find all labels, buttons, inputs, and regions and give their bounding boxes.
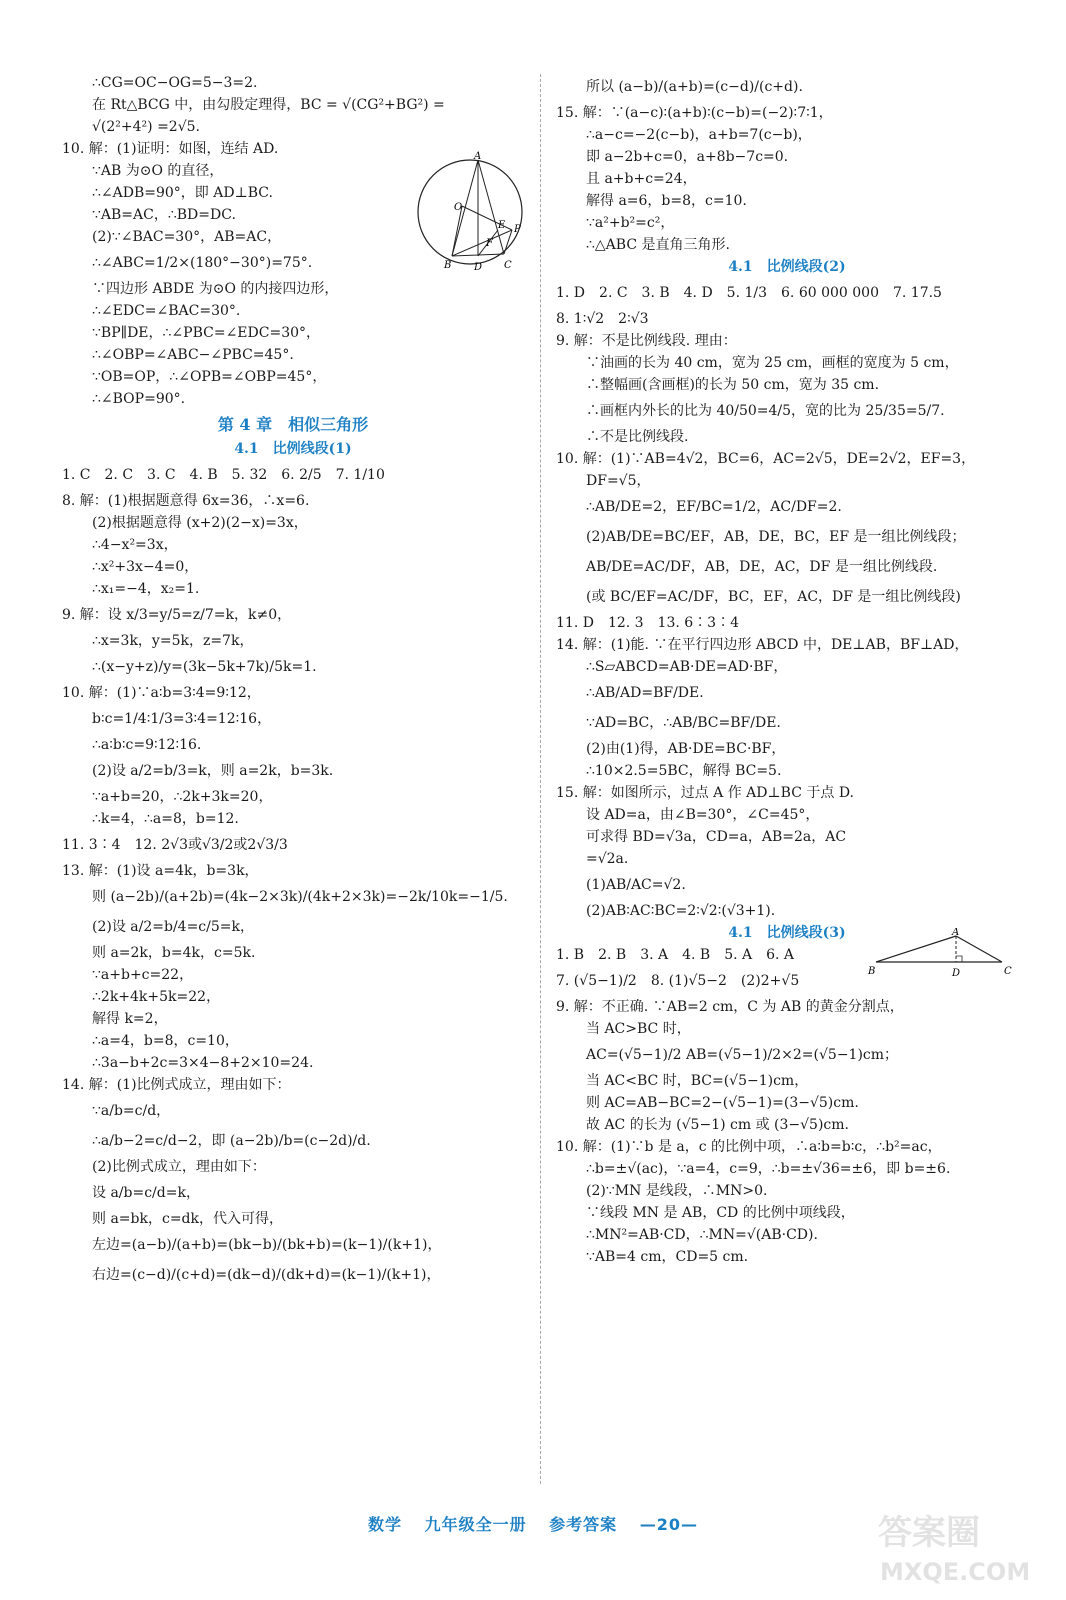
answer-line: ∴a∶b∶c=9∶12∶16. (92, 737, 202, 753)
watermark-bottom-text: MXQE.COM (880, 1558, 1031, 1586)
answer-line: (2)设 a/2=b/3=k，则 a=2k，b=3k. (92, 763, 334, 779)
answer-line: ∴k=4，∴a=8，b=12. (92, 811, 239, 827)
answers-7-8-line: 7. (√5−1)/2 8. (1)√5−2 (2)2+√5 (556, 973, 800, 989)
answer-line: b∶c=1/4∶1/3=3∶4=12∶16， (92, 711, 272, 727)
question-13-line: 13. 解：(1)设 a=4k，b=3k， (62, 863, 259, 879)
figure-label: O (454, 202, 463, 213)
answer-line: ∴MN²=AB·CD，∴MN=√(AB·CD). (586, 1227, 818, 1243)
answer-line: ∴10×2.5=5BC，解得 BC=5. (586, 763, 782, 779)
answer-line: ∴AB/AD=BF/DE. (586, 685, 704, 701)
answer-line: =√2a. (586, 851, 629, 867)
answer-line: ∴a/b−2=c/d−2，即 (a−2b)/b=(c−2d)/d. (92, 1133, 371, 1149)
section-heading: 4.1 比例线段(2) (728, 259, 846, 275)
answer-line: ∵a+b=20，∴2k+3k=20， (92, 789, 273, 805)
answer-line: 设 a/b=c/d=k， (92, 1185, 200, 1201)
figure-label: F (486, 238, 493, 249)
figure-label: E (498, 220, 506, 231)
answer-line: ∵AB=AC，∴BD=DC. (92, 207, 236, 223)
answer-line: 可求得 BD=√3a，CD=a，AB=2a，AC (586, 829, 847, 845)
answer-line: 则 (a−2b)/(a+2b)=(4k−2×3k)/(4k+2×3k)=−2k/10k=−1/5. (92, 889, 508, 905)
answer-line: (2)AB/DE=BC/EF，AB，DE，BC，EF 是一组比例线段； (586, 529, 966, 545)
question-10-line: 10. 解：(1)证明：如图，连结 AD. (62, 141, 279, 157)
answer-line: AC=(√5−1)/2 AB=(√5−1)/2×2=(√5−1)cm； (586, 1047, 899, 1063)
answer-line: 当 AC<BC 时，BC=(√5−1)cm， (586, 1073, 809, 1089)
question-8-line: 8. 解：(1)根据题意得 6x=36，∴x=6. (62, 493, 310, 509)
answer-line: (2)根据题意得 (x+2)(2−x)=3x， (92, 515, 308, 531)
answers-11-12-line: 11. 3∶4 12. 2√3或√3/2或2√3/3 (62, 837, 288, 853)
answer-line: ∴b=±√(ac)，∵a=4，c=9，∴b=±√36=±6，即 b=±6. (586, 1161, 951, 1177)
question-9-line: 9. 解：不正确. ∵AB=2 cm，C 为 AB 的黄金分割点， (556, 999, 904, 1015)
answer-line: (或 BC/EF=AC/DF，BC，EF，AC，DF 是一组比例线段) (586, 589, 961, 605)
choice-answers-line: 1. D 2. C 3. B 4. D 5. 1/3 6. 60 000 000 7. 17.5 (556, 285, 942, 301)
answer-line: ∴x₁=−4，x₂=1. (92, 581, 200, 597)
answer-line: 设 AD=a，由∠B=30°，∠C=45°， (586, 807, 820, 823)
answer-line: (2)∵MN 是线段，∴MN>0. (586, 1183, 768, 1199)
answer-line: ∴AB/DE=2，EF/BC=1/2，AC/DF=2. (586, 499, 842, 515)
question-15-line: 15. 解：∵(a−c)∶(a+b)∶(c−b)=(−2)∶7∶1， (556, 105, 833, 121)
column-divider (540, 74, 541, 1484)
answer-line: (2)比例式成立，理由如下： (92, 1159, 266, 1175)
answer-line: 则 a=bk，c=dk，代入可得， (92, 1211, 283, 1227)
answer-line: ∴a−c=−2(c−b)，a+b=7(c−b)， (586, 127, 812, 143)
answer-line: ∴∠ADB=90°，即 AD⊥BC. (92, 185, 273, 201)
answer-line: 且 a+b+c=24， (586, 171, 697, 187)
circle-geometry-figure (412, 150, 532, 274)
right-column (556, 72, 1018, 1268)
figure-label: D (952, 968, 961, 979)
question-10-line: 10. 解：(1)∵AB=4√2，BC=6，AC=2√5，DE=2√2，EF=3， (556, 451, 976, 467)
answer-line: (2)由(1)得，AB·DE=BC·BF， (586, 741, 786, 757)
answer-line: ∵AD=BC，∴AB/BC=BF/DE. (586, 715, 781, 731)
figure-label: D (474, 262, 483, 273)
figure-label: B (868, 966, 876, 977)
answer-line: 右边=(c−d)/(c+d)=(dk−d)/(dk+d)=(k−1)/(k+1)， (92, 1267, 441, 1283)
answer-line: ∵a/b=c/d， (92, 1103, 171, 1119)
answer-line: (2)AB∶AC∶BC=2∶√2∶(√3+1). (586, 903, 776, 919)
answer-line: 所以 (a−b)/(a+b)=(c−d)/(c+d). (586, 79, 803, 95)
answer-line: ∴a=4，b=8，c=10， (92, 1033, 239, 1049)
page-number: —20— (639, 1515, 699, 1534)
answer-line: ∴(x−y+z)/y=(3k−5k+7k)/5k=1. (92, 659, 317, 675)
answer-line: ∴x²+3x−4=0， (92, 559, 199, 575)
answer-line: ∵a+b+c=22， (92, 967, 194, 983)
figure-label: A (952, 928, 960, 938)
question-14-line: 14. 解：(1)比例式成立，理由如下： (62, 1077, 291, 1093)
answer-line: ∴∠OBP=∠ABC−∠PBC=45°. (92, 347, 294, 363)
answer-line: ∴△ABC 是直角三角形. (586, 237, 730, 253)
answer-line: (2)∵∠BAC=30°，AB=AC， (92, 229, 282, 245)
question-10-line: 10. 解：(1)∵b 是 a，c 的比例中项，∴a∶b=b∶c，∴b²=ac， (556, 1139, 942, 1155)
answer-line: ∴3a−b+2c=3×4−8+2×10=24. (92, 1055, 314, 1071)
watermark-top-text: 答案圈 (878, 1513, 980, 1553)
figure-label: B (444, 260, 452, 271)
question-15-line: 15. 解：如图所示，过点 A 作 AD⊥BC 于点 D. (556, 785, 855, 801)
answer-line: ∴4−x²=3x， (92, 537, 178, 553)
answer-line: ∴x=3k，y=5k，z=7k， (92, 633, 254, 649)
figure-label: P (514, 224, 521, 235)
answer-line: (1)AB/AC=√2. (586, 877, 686, 893)
answer-line: DF=√5， (586, 473, 651, 489)
choice-answers-line: 1. B 2. B 3. A 4. B 5. A 6. A (556, 947, 795, 963)
answer-line: 在 Rt△BCG 中，由勾股定理得，BC = √(CG²+BG²) = (92, 97, 445, 113)
figure-label: C (1004, 966, 1012, 977)
question-10-line: 10. 解：(1)∵a∶b=3∶4=9∶12， (62, 685, 261, 701)
question-9-line: 9. 解：不是比例线段. 理由： (556, 333, 737, 349)
triangle-geometry-figure (866, 928, 1026, 984)
answer-line: ∴∠EDC=∠BAC=30°. (92, 303, 241, 319)
answer-line: ∴S▱ABCD=AB·DE=AD·BF， (586, 659, 788, 675)
answer-line: ∴∠BOP=90°. (92, 391, 186, 407)
answer-line: 则 AC=AB−BC=2−(√5−1)=(3−√5)cm. (586, 1095, 859, 1111)
watermark-logo (870, 1500, 1060, 1590)
answer-line: ∵AB 为⊙O 的直径， (92, 163, 224, 179)
figure-label: C (504, 260, 512, 271)
answer-line: ∴CG=OC−OG=5−3=2. (92, 75, 258, 91)
answer-line: 当 AC>BC 时， (586, 1021, 691, 1037)
answer-line: (2)设 a/2=b/4=c/5=k， (92, 919, 254, 935)
section-heading: 4.1 比例线段(1) (234, 441, 352, 457)
answer-line: 则 a=2k，b=4k，c=5k. (92, 945, 256, 961)
answer-line: ∵OB=OP，∴∠OPB=∠OBP=45°， (92, 369, 327, 385)
answer-line: 故 AC 的长为 (√5−1) cm 或 (3−√5)cm. (586, 1117, 849, 1133)
answer-line: √(2²+4²) =2√5. (92, 119, 200, 135)
answer-line: 即 a−2b+c=0，a+8b−7c=0. (586, 149, 789, 165)
answer-line: 解得 a=6，b=8，c=10. (586, 193, 747, 209)
answers-11-13-line: 11. D 12. 3 13. 6∶3∶4 (556, 615, 739, 631)
chapter-heading: 第 4 章 相似三角形 (217, 415, 369, 434)
footer-title: 参考答案 (549, 1515, 618, 1534)
answer-line: ∵BP∥DE，∴∠PBC=∠EDC=30°， (92, 325, 321, 341)
answer-line: ∵四边形 ABDE 为⊙O 的内接四边形， (92, 281, 339, 297)
footer-subject: 数学 (367, 1515, 402, 1534)
answer-line: AB/DE=AC/DF，AB，DE，AC，DF 是一组比例线段. (586, 559, 938, 575)
answer-line: ∴2k+4k+5k=22， (92, 989, 221, 1005)
answer-line: 左边=(a−b)/(a+b)=(bk−b)/(bk+b)=(k−1)/(k+1)， (92, 1237, 442, 1253)
footer-grade: 九年级全一册 (424, 1515, 527, 1534)
question-8-line: 8. 1∶√2 2∶√3 (556, 311, 649, 327)
answer-line: ∴画框内外长的比为 40/50=4/5，宽的比为 25/35=5/7. (586, 403, 945, 419)
answer-line: ∴整幅画(含画框)的长为 50 cm，宽为 35 cm. (586, 377, 880, 393)
answer-line: ∴不是比例线段. (586, 429, 689, 445)
section-heading: 4.1 比例线段(3) (728, 925, 846, 941)
answer-line: ∵油画的长为 40 cm，宽为 25 cm，画框的宽度为 5 cm， (586, 355, 959, 371)
choice-answers-line: 1. C 2. C 3. C 4. B 5. 32 6. 2/5 7. 1/10 (62, 467, 385, 483)
answer-line: ∵a²+b²=c²， (586, 215, 675, 231)
question-9-line: 9. 解：设 x/3=y/5=z/7=k，k≠0， (62, 607, 292, 623)
answer-line: ∴∠ABC=1/2×(180°−30°)=75°. (92, 255, 313, 271)
answer-line: ∵线段 MN 是 AB，CD 的比例中项线段， (586, 1205, 855, 1221)
answer-line: 解得 k=2， (92, 1011, 168, 1027)
question-14-line: 14. 解：(1)能. ∵在平行四边形 ABCD 中，DE⊥AB，BF⊥AD， (556, 637, 969, 653)
figure-label: A (474, 151, 482, 162)
answer-line: ∵AB=4 cm，CD=5 cm. (586, 1249, 749, 1265)
